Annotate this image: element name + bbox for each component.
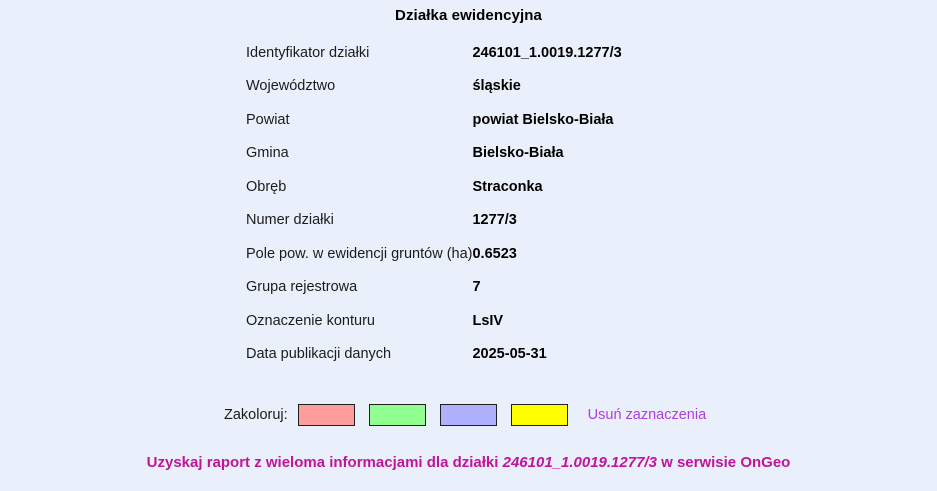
report-link-middle: w serwisie: [656, 454, 741, 471]
row-value: 2025-05-31: [472, 346, 547, 363]
attributes-section: [0, 36, 937, 371]
report-link-prefix: Uzyskaj raport z wieloma informacjami dla działki: [146, 454, 503, 471]
row-value: LsIV: [472, 312, 504, 329]
row-value: 0.6523: [472, 245, 517, 262]
row-label: Powiat: [246, 111, 290, 128]
row-label: Pole pow. w ewidencji gruntów (ha): [246, 245, 473, 262]
row-value: powiat Bielsko-Biała: [472, 111, 614, 128]
table-row: [246, 103, 622, 137]
attributes-table: [246, 36, 622, 371]
swatch-green[interactable]: [369, 404, 426, 426]
row-label: Oznaczenie konturu: [246, 312, 375, 329]
report-link-parcel-id: 246101_1.0019.1277/3: [502, 454, 657, 471]
swatch-blue[interactable]: [440, 404, 497, 426]
table-row: [246, 36, 622, 70]
swatch-red[interactable]: [298, 404, 355, 426]
table-row: [246, 70, 622, 104]
row-label: Obręb: [246, 178, 287, 195]
clear-selection-link[interactable]: Usuń zaznaczenia: [587, 407, 707, 423]
row-value: Straconka: [472, 178, 543, 195]
row-label: Grupa rejestrowa: [246, 279, 358, 296]
row-value: 7: [472, 279, 481, 296]
row-value: 1277/3: [472, 212, 517, 229]
row-label: Województwo: [246, 78, 336, 95]
table-row: [246, 170, 622, 204]
table-row: [246, 137, 622, 171]
swatch-yellow[interactable]: [511, 404, 568, 426]
table-row: [246, 271, 622, 305]
row-label: Gmina: [246, 145, 289, 162]
row-label: Data publikacji danych: [246, 346, 392, 363]
table-row: [246, 237, 622, 271]
report-link-brand: OnGeo: [740, 454, 791, 471]
colorize-label: Zakoloruj:: [224, 407, 288, 423]
row-value: 246101_1.0019.1277/3: [472, 44, 622, 61]
table-row: [246, 338, 622, 372]
row-value: śląskie: [472, 78, 521, 95]
page-title: Działka ewidencyjna: [395, 7, 542, 24]
colorize-toolbar: [0, 404, 937, 426]
row-value: Bielsko-Biała: [472, 145, 564, 162]
row-label: Numer działki: [246, 212, 334, 229]
report-link[interactable]: [0, 454, 937, 471]
table-row: [246, 204, 622, 238]
table-row: [246, 304, 622, 338]
row-label: Identyfikator działki: [246, 44, 370, 61]
